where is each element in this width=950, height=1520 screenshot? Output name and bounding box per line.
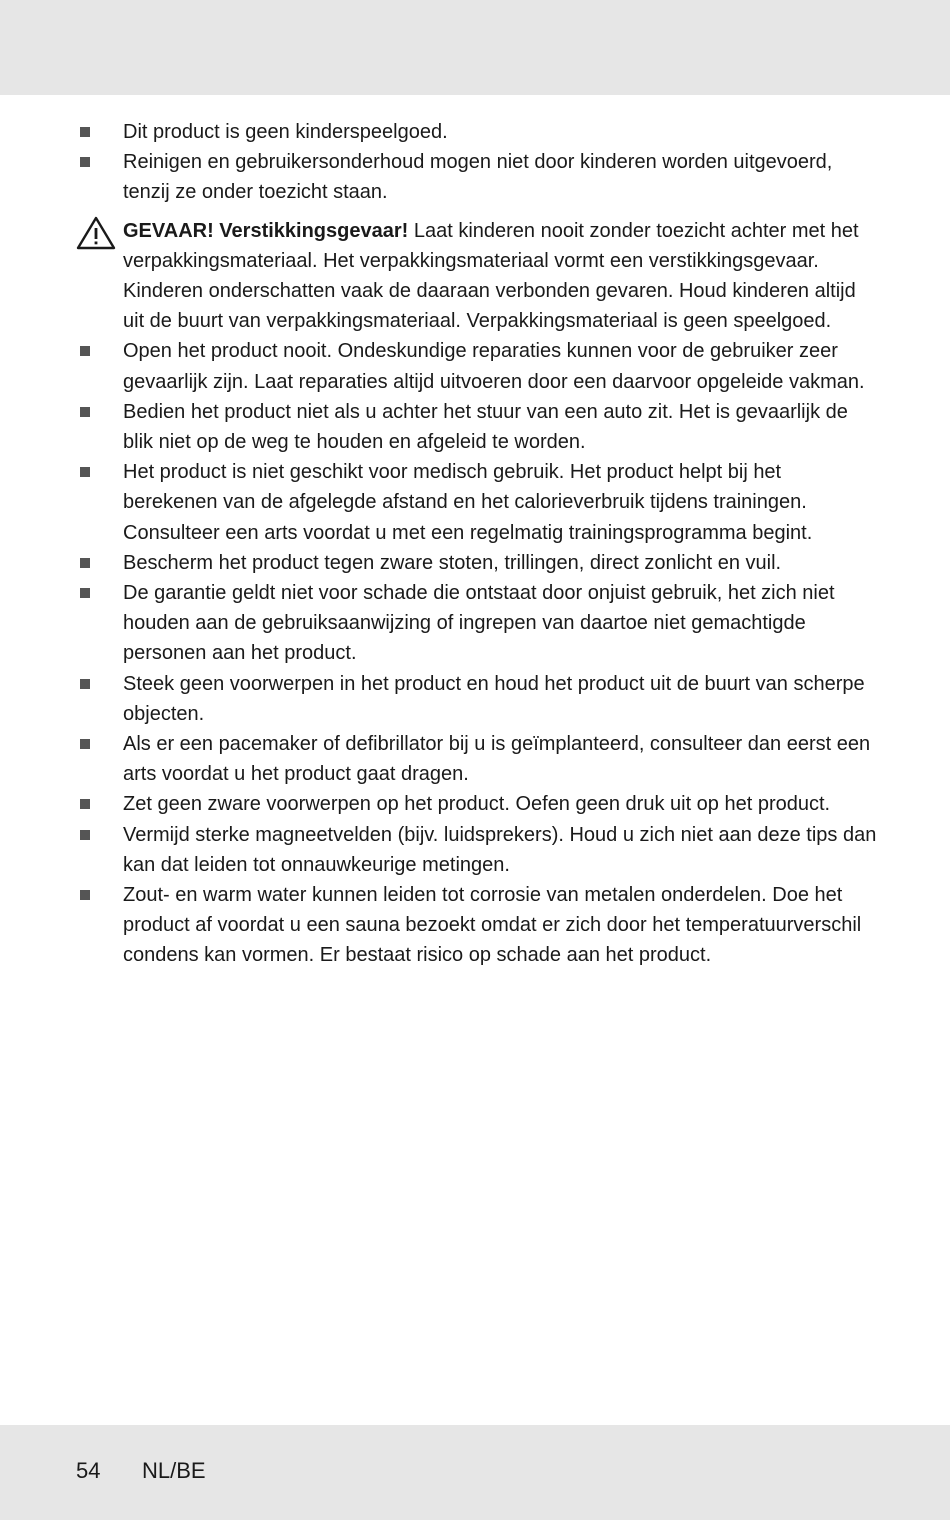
item-text: Dit product is geen kinderspeelgoed. — [123, 121, 448, 143]
header-band — [0, 0, 950, 95]
list-item — [0, 457, 950, 548]
item-text: Zout- en warm water kunnen leiden tot corrosie van metalen onderdelen. Doe het product af voordat u een sauna bezoekt omdat er zich door het temperatuurverschil condens kan vormen. Er bestaat risico op schade aan het product. — [123, 884, 862, 967]
list-item — [0, 820, 950, 880]
warning-triangle-icon — [76, 216, 116, 250]
item-text: Reinigen en gebruikersonderhoud mogen niet door kinderen worden uitgevoerd, tenzij ze onder toezicht staan. — [123, 151, 833, 204]
square-bullet-icon — [80, 346, 90, 356]
item-text: Zet geen zware voorwerpen op het product. Oefen geen druk uit op het product. — [123, 793, 831, 816]
square-bullet-icon — [80, 127, 90, 137]
item-text: Vermijd sterke magneetvelden (bijv. luidsprekers). Houd u zich niet aan deze tips dan kan dat leiden tot onnauwkeurige metingen. — [123, 823, 877, 876]
item-text: Bescherm het product tegen zware stoten, trillingen, direct zonlicht en vuil. — [123, 551, 782, 574]
list-item — [0, 669, 950, 729]
square-bullet-icon — [80, 407, 90, 417]
list-item — [0, 336, 950, 396]
square-bullet-icon — [80, 467, 90, 477]
square-bullet-icon — [80, 739, 90, 749]
list-item — [0, 729, 950, 789]
item-text: Het product is niet geschikt voor medisch gebruik. Het product helpt bij het berekenen van de afgelegde afstand en het calorieverbruik tijdens trainingen. Consulteer een arts voordat u met een regelmatig trainingsprogramma begint. — [123, 461, 813, 544]
list-item — [0, 578, 950, 669]
list-item — [0, 397, 950, 457]
list-item — [0, 789, 950, 819]
item-text: Als er een pacemaker of defibrillator bij u is geïmplanteerd, consulteer dan eerst een arts voordat u het product gaat dragen. — [123, 733, 871, 786]
item-text: Bedien het product niet als u achter het stuur van een auto zit. Het is gevaarlijk de blik niet op de weg te houden en afgeleid te worden. — [123, 400, 848, 454]
square-bullet-icon — [80, 890, 90, 900]
square-bullet-icon — [80, 157, 90, 167]
list-item — [0, 147, 950, 207]
list-item — [0, 117, 950, 147]
warning-text: Laat kinderen nooit zonder toezicht achter met het verpakkingsmateriaal. Het verpakkingsmateriaal vormt een verstikkingsgevaar. Kinderen onderschatten vaak de daaraan verbonden gevaren. Houd kinderen altijd uit de buurt van verpakkingsmateriaal. Verpakkingsmateriaal is geen speelgoed. — [123, 219, 859, 333]
square-bullet-icon — [80, 588, 90, 598]
list-item — [0, 880, 950, 971]
item-text: Steek geen voorwerpen in het product en houd het product uit de buurt van scherpe objecten. — [123, 672, 865, 725]
safety-instructions-list — [0, 117, 950, 971]
list-item — [0, 548, 950, 578]
page-number: 54 — [76, 1458, 101, 1483]
warning-item — [0, 216, 950, 337]
warning-heading: GEVAAR! Verstikkingsgevaar! — [123, 219, 409, 242]
square-bullet-icon — [80, 830, 90, 840]
item-text: Open het product nooit. Ondeskundige reparaties kunnen voor de gebruiker zeer gevaarlijk zijn. Laat reparaties altijd uitvoeren door een daarvoor opgeleide vakman. — [123, 340, 865, 393]
language-code: NL/BE — [142, 1458, 206, 1483]
square-bullet-icon — [80, 679, 90, 689]
square-bullet-icon — [80, 558, 90, 568]
square-bullet-icon — [80, 799, 90, 809]
item-text: De garantie geldt niet voor schade die ontstaat door onjuist gebruik, het zich niet houden aan de gebruiksaanwijzing of ingrepen van daartoe niet gemachtigde personen aan het product. — [123, 582, 835, 665]
